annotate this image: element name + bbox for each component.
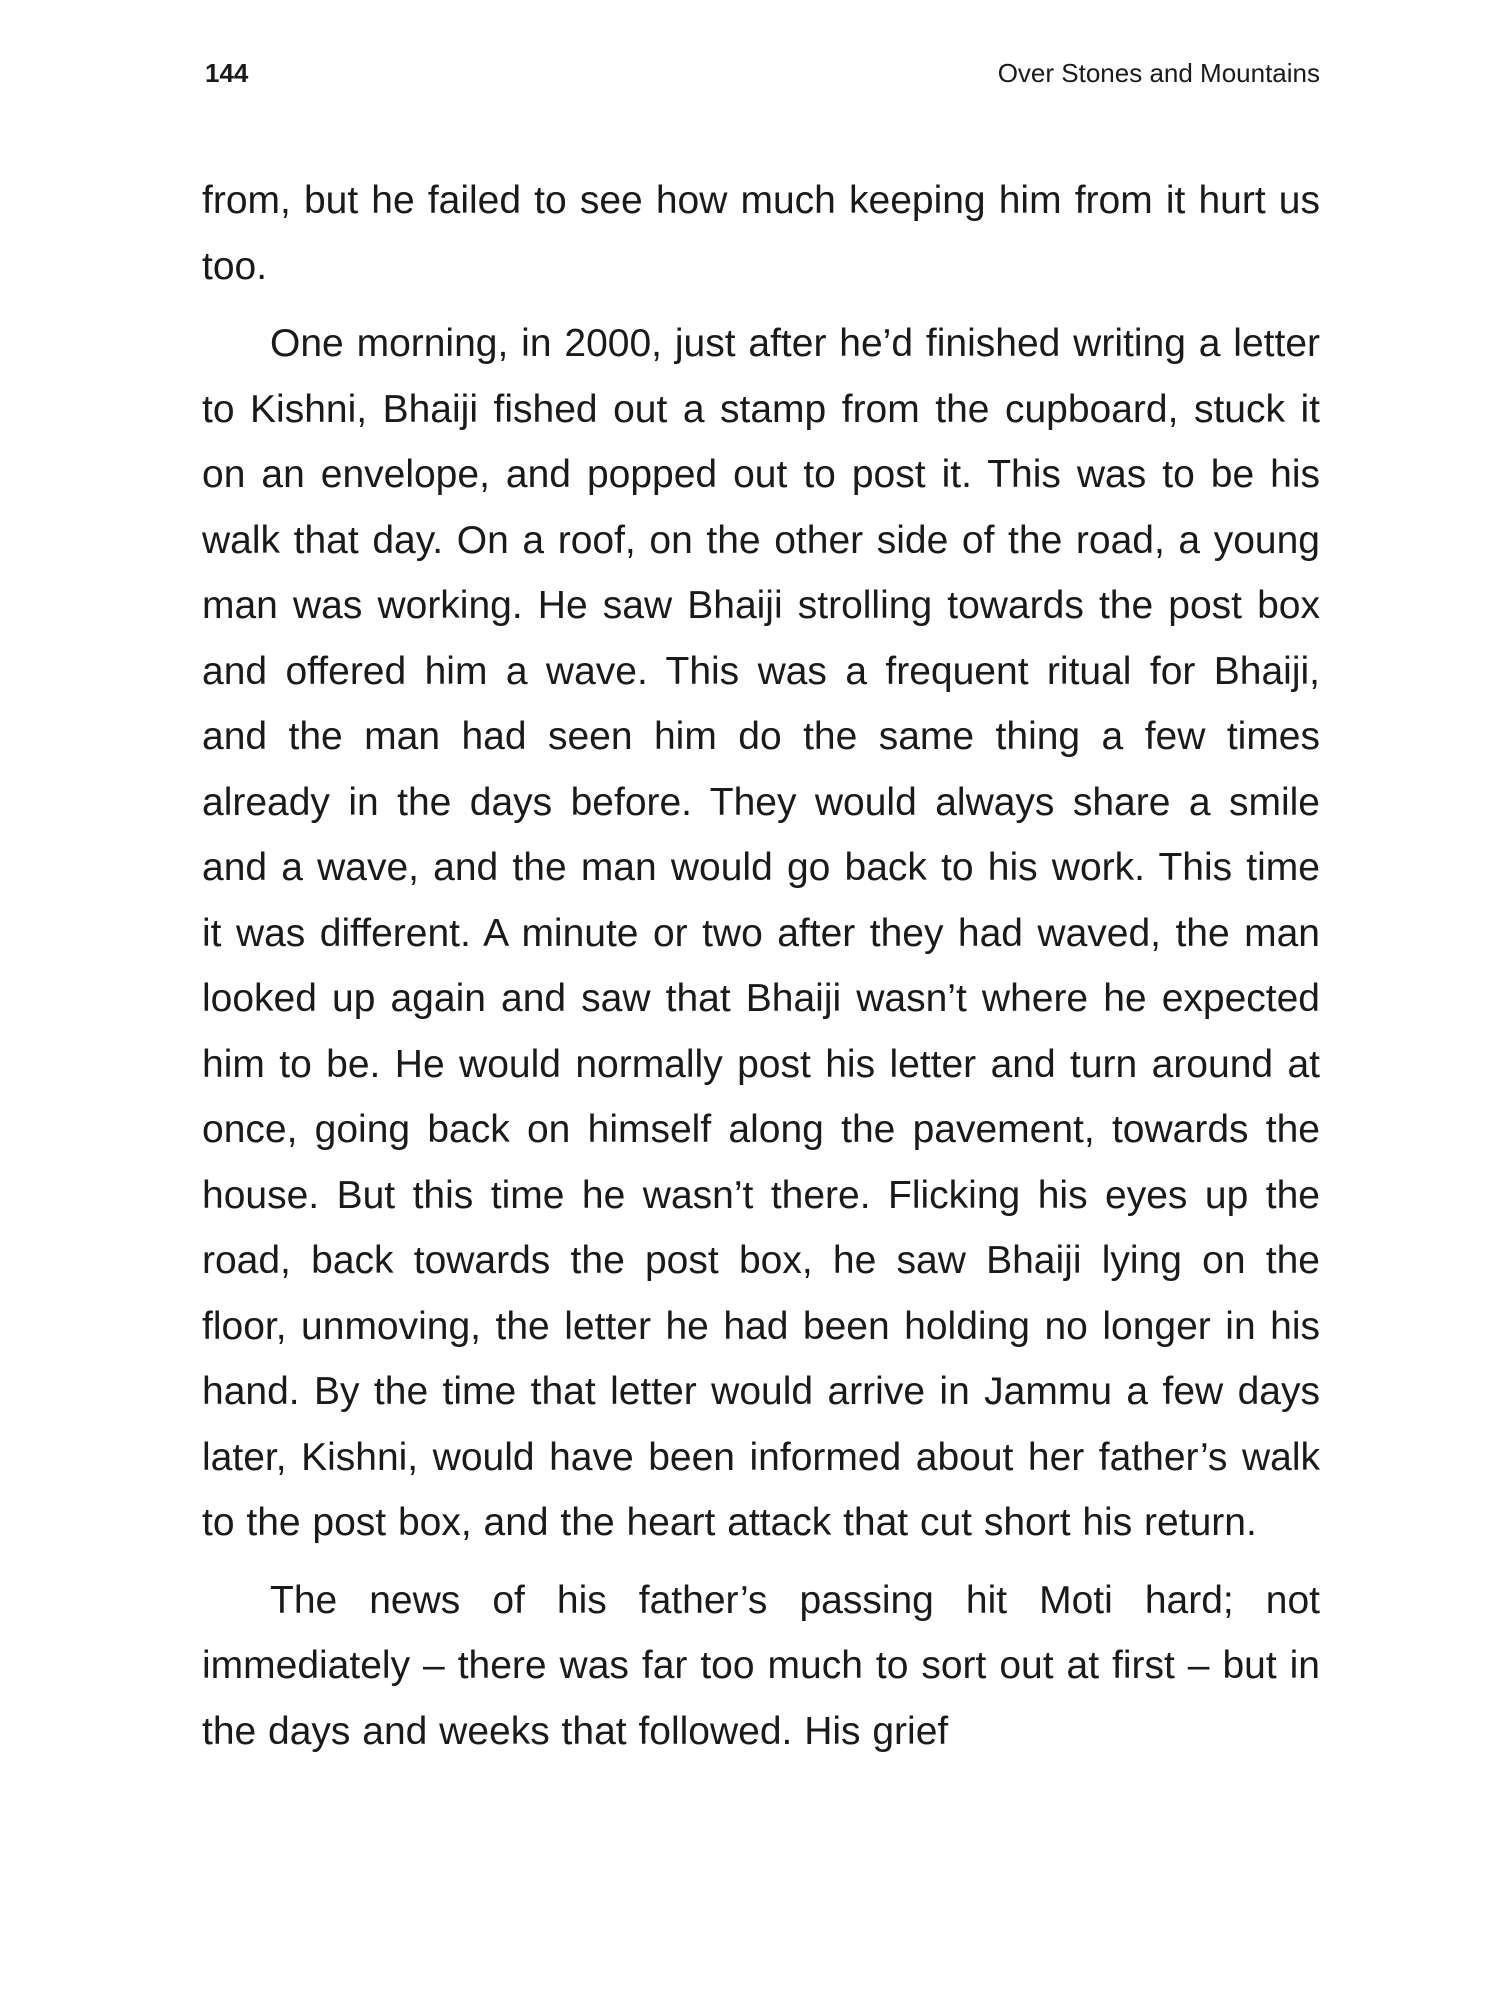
body-text — [202, 168, 1320, 1764]
paragraph-continuation: from, but he failed to see how much keeping him from it hurt us too. — [202, 179, 1320, 288]
paragraph-bhaiji-walk: One morning, in 2000, just after he’d finished writing a letter to Kishni, Bhaiji fished out a stamp from the cupboard, stuck it on an envelope, and popped out to post it. This was to be his walk that day. On a roof, on the other side of the road, a young man was working. He saw Bhaiji strolling towards the post box and offered him a wave. This was a frequent ritual for Bhaiji, and the man had seen him do the same thing a few times already in the days before. They would always share a smile and a wave, and the man would go back to his work. This time it was different. A minute or two after they had waved, the man looked up again and saw that Bhaiji wasn’t where he expected him to be. He would normally post his letter and turn around at once, going back on himself along the pavement, towards the house. But this time he wasn’t there. Flicking his eyes up the road, back towards the post box, he saw Bhaiji lying on the floor, unmoving, the letter he had been holding no longer in his hand. By the time that letter would arrive in Jammu a few days later, Kishni, would have been informed about her father’s walk to the post box, and the heart attack that cut short his return. — [202, 322, 1320, 1544]
paragraph-moti-grief: The news of his father’s passing hit Moti hard; not immediately – there was far too much to sort out at first – but in the days and weeks that followed. His grief — [202, 1578, 1320, 1753]
page-number: 144 — [205, 58, 249, 88]
running-header — [205, 58, 1320, 94]
book-title: Over Stones and Mountains — [997, 58, 1320, 88]
